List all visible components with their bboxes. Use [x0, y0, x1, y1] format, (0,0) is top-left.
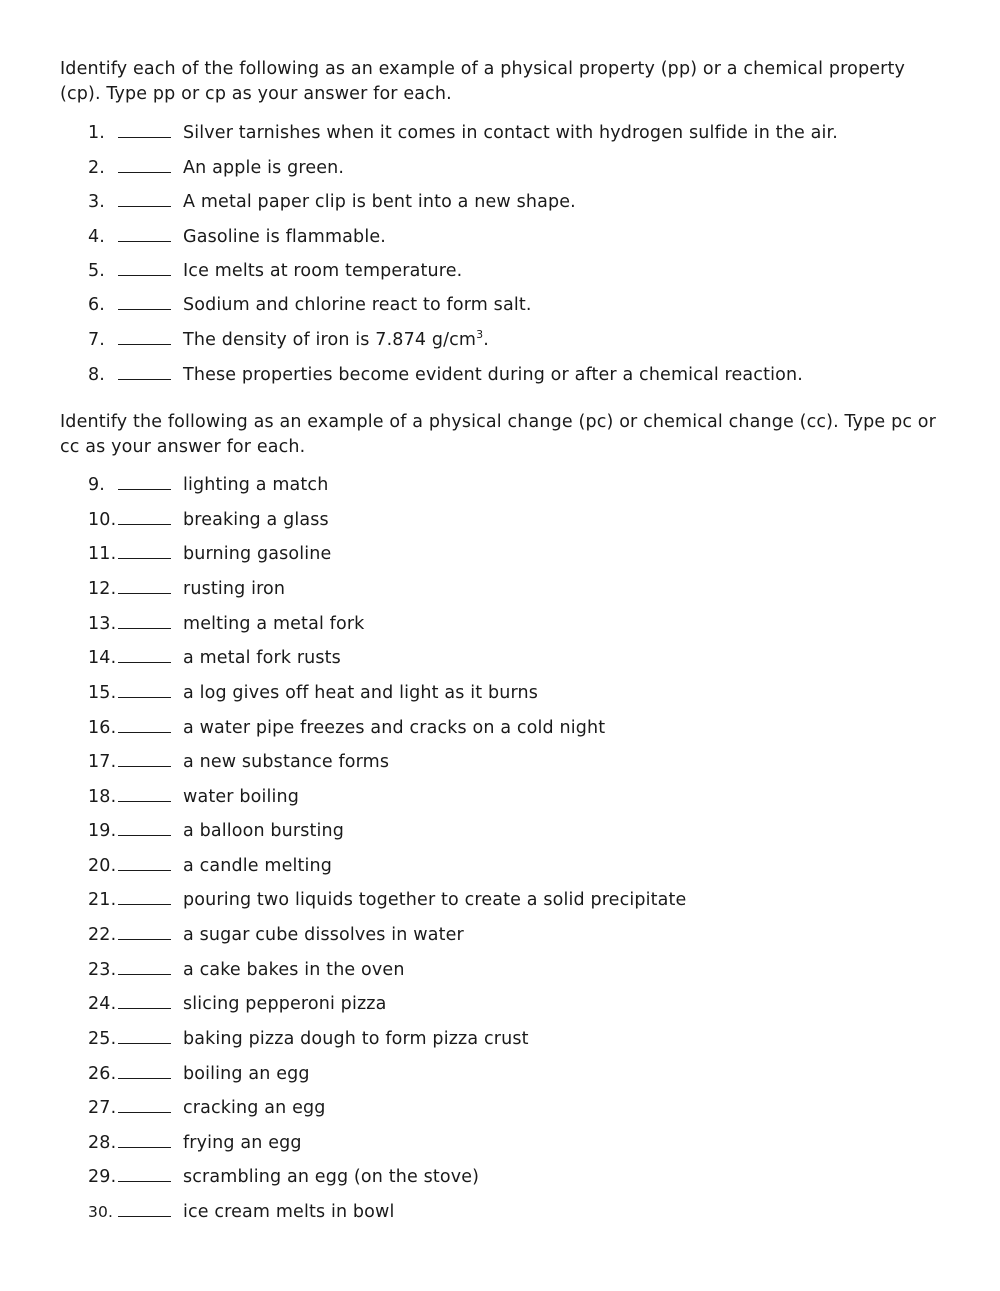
answer-blank[interactable] [118, 870, 171, 871]
answer-blank[interactable] [118, 1147, 171, 1148]
question-number: 9. [88, 475, 105, 495]
question-number: 22. [88, 925, 117, 945]
question-text: baking pizza dough to form pizza crust [183, 1029, 529, 1049]
question-number: 20. [88, 856, 117, 876]
question-text-suffix: . [483, 330, 490, 350]
question-text: boiling an egg [183, 1064, 310, 1084]
question-row [0, 1025, 1000, 1053]
question-row [0, 679, 1000, 707]
question-number: 30. [88, 1203, 114, 1221]
question-text: water boiling [183, 787, 299, 807]
question-number: 14. [88, 648, 117, 668]
answer-blank[interactable] [118, 628, 171, 629]
question-text: a cake bakes in the oven [183, 960, 405, 980]
question-number: 25. [88, 1029, 117, 1049]
question-number: 8. [88, 365, 105, 385]
question-number: 23. [88, 960, 117, 980]
answer-blank[interactable] [118, 1112, 171, 1113]
answer-blank[interactable] [118, 1078, 171, 1079]
question-row [0, 748, 1000, 776]
answer-blank[interactable] [118, 524, 171, 525]
question-number: 4. [88, 227, 105, 247]
answer-blank[interactable] [118, 275, 171, 276]
question-row [0, 852, 1000, 880]
question-number: 28. [88, 1133, 117, 1153]
question-row [0, 886, 1000, 914]
answer-blank[interactable] [118, 835, 171, 836]
answer-blank[interactable] [118, 766, 171, 767]
question-text: lighting a match [183, 475, 329, 495]
answer-blank[interactable] [118, 558, 171, 559]
answer-blank[interactable] [118, 1008, 171, 1009]
question-text: Silver tarnishes when it comes in contact with hydrogen sulfide in the air. [183, 123, 838, 143]
question-number: 26. [88, 1064, 117, 1084]
answer-blank[interactable] [118, 489, 171, 490]
question-row [0, 1129, 1000, 1157]
answer-blank[interactable] [118, 379, 171, 380]
question-row [0, 817, 1000, 845]
answer-blank[interactable] [118, 1216, 171, 1217]
question-row [0, 1060, 1000, 1088]
section1-instruction: Identify each of the following as an example of a physical property (pp) or a chemical property (cp). Type pp or cp as your answer for each. [60, 59, 906, 104]
answer-blank[interactable] [118, 172, 171, 173]
question-text: a sugar cube dissolves in water [183, 925, 464, 945]
answer-blank[interactable] [118, 697, 171, 698]
question-row [0, 990, 1000, 1018]
answer-blank[interactable] [118, 662, 171, 663]
question-text: Ice melts at room temperature. [183, 261, 463, 281]
question-row [0, 1163, 1000, 1191]
question-row [0, 1094, 1000, 1122]
question-text: Sodium and chlorine react to form salt. [183, 295, 532, 315]
answer-blank[interactable] [118, 732, 171, 733]
question-number: 17. [88, 752, 117, 772]
question-number: 3. [88, 192, 105, 212]
answer-blank[interactable] [118, 593, 171, 594]
question-row [0, 471, 1000, 499]
question-text: a new substance forms [183, 752, 390, 772]
question-row [0, 610, 1000, 638]
answer-blank[interactable] [118, 344, 171, 345]
question-number: 1. [88, 123, 105, 143]
question-row [0, 540, 1000, 568]
question-row [0, 783, 1000, 811]
question-number: 21. [88, 890, 117, 910]
answer-blank[interactable] [118, 241, 171, 242]
section2-instruction: Identify the following as an example of a physical change (pc) or chemical change (cc). Type pc or cc as your answer for each. [60, 412, 937, 457]
question-text: An apple is green. [183, 158, 345, 178]
question-text: breaking a glass [183, 510, 329, 530]
question-row [0, 154, 1000, 182]
question-row [0, 575, 1000, 603]
question-row [0, 257, 1000, 285]
question-number: 10. [88, 510, 117, 530]
question-number: 7. [88, 330, 105, 350]
question-text: a log gives off heat and light as it burns [183, 683, 539, 703]
answer-blank[interactable] [118, 137, 171, 138]
question-number: 12. [88, 579, 117, 599]
question-number: 19. [88, 821, 117, 841]
question-text: a metal fork rusts [183, 648, 341, 668]
question-number: 24. [88, 994, 117, 1014]
question-number: 29. [88, 1167, 117, 1187]
question-row [0, 291, 1000, 319]
question-text [183, 326, 489, 354]
question-number: 2. [88, 158, 105, 178]
question-text: a water pipe freezes and cracks on a cold night [183, 718, 606, 738]
question-row [0, 188, 1000, 216]
question-row [0, 506, 1000, 534]
question-text: slicing pepperoni pizza [183, 994, 387, 1014]
question-row [0, 644, 1000, 672]
question-text: a candle melting [183, 856, 333, 876]
answer-blank[interactable] [118, 309, 171, 310]
question-number: 27. [88, 1098, 117, 1118]
superscript: 3 [476, 328, 484, 342]
question-text: Gasoline is flammable. [183, 227, 386, 247]
question-text: rusting iron [183, 579, 286, 599]
question-text: A metal paper clip is bent into a new shape. [183, 192, 576, 212]
question-number: 15. [88, 683, 117, 703]
question-row [0, 326, 1000, 354]
question-number: 5. [88, 261, 105, 281]
question-number: 18. [88, 787, 117, 807]
question-row [0, 361, 1000, 389]
answer-blank[interactable] [118, 206, 171, 207]
question-text-main: The density of iron is 7.874 g/cm [183, 330, 477, 350]
question-row [0, 956, 1000, 984]
answer-blank[interactable] [118, 1181, 171, 1182]
answer-blank[interactable] [118, 1043, 171, 1044]
answer-blank[interactable] [118, 974, 171, 975]
question-row [0, 921, 1000, 949]
answer-blank[interactable] [118, 939, 171, 940]
question-row [0, 223, 1000, 251]
answer-blank[interactable] [118, 904, 171, 905]
answer-blank[interactable] [118, 801, 171, 802]
question-text: burning gasoline [183, 544, 332, 564]
question-text: These properties become evident during or after a chemical reaction. [183, 365, 803, 385]
question-text: scrambling an egg (on the stove) [183, 1167, 480, 1187]
question-number: 6. [88, 295, 105, 315]
question-row [0, 714, 1000, 742]
question-row [0, 119, 1000, 147]
question-text: cracking an egg [183, 1098, 326, 1118]
question-number: 16. [88, 718, 117, 738]
question-number: 13. [88, 614, 117, 634]
question-row [0, 1198, 1000, 1226]
question-text: ice cream melts in bowl [183, 1202, 395, 1222]
question-text: frying an egg [183, 1133, 302, 1153]
question-text: melting a metal fork [183, 614, 365, 634]
question-text: pouring two liquids together to create a solid precipitate [183, 890, 687, 910]
question-text: a balloon bursting [183, 821, 345, 841]
question-number: 11. [88, 544, 117, 564]
